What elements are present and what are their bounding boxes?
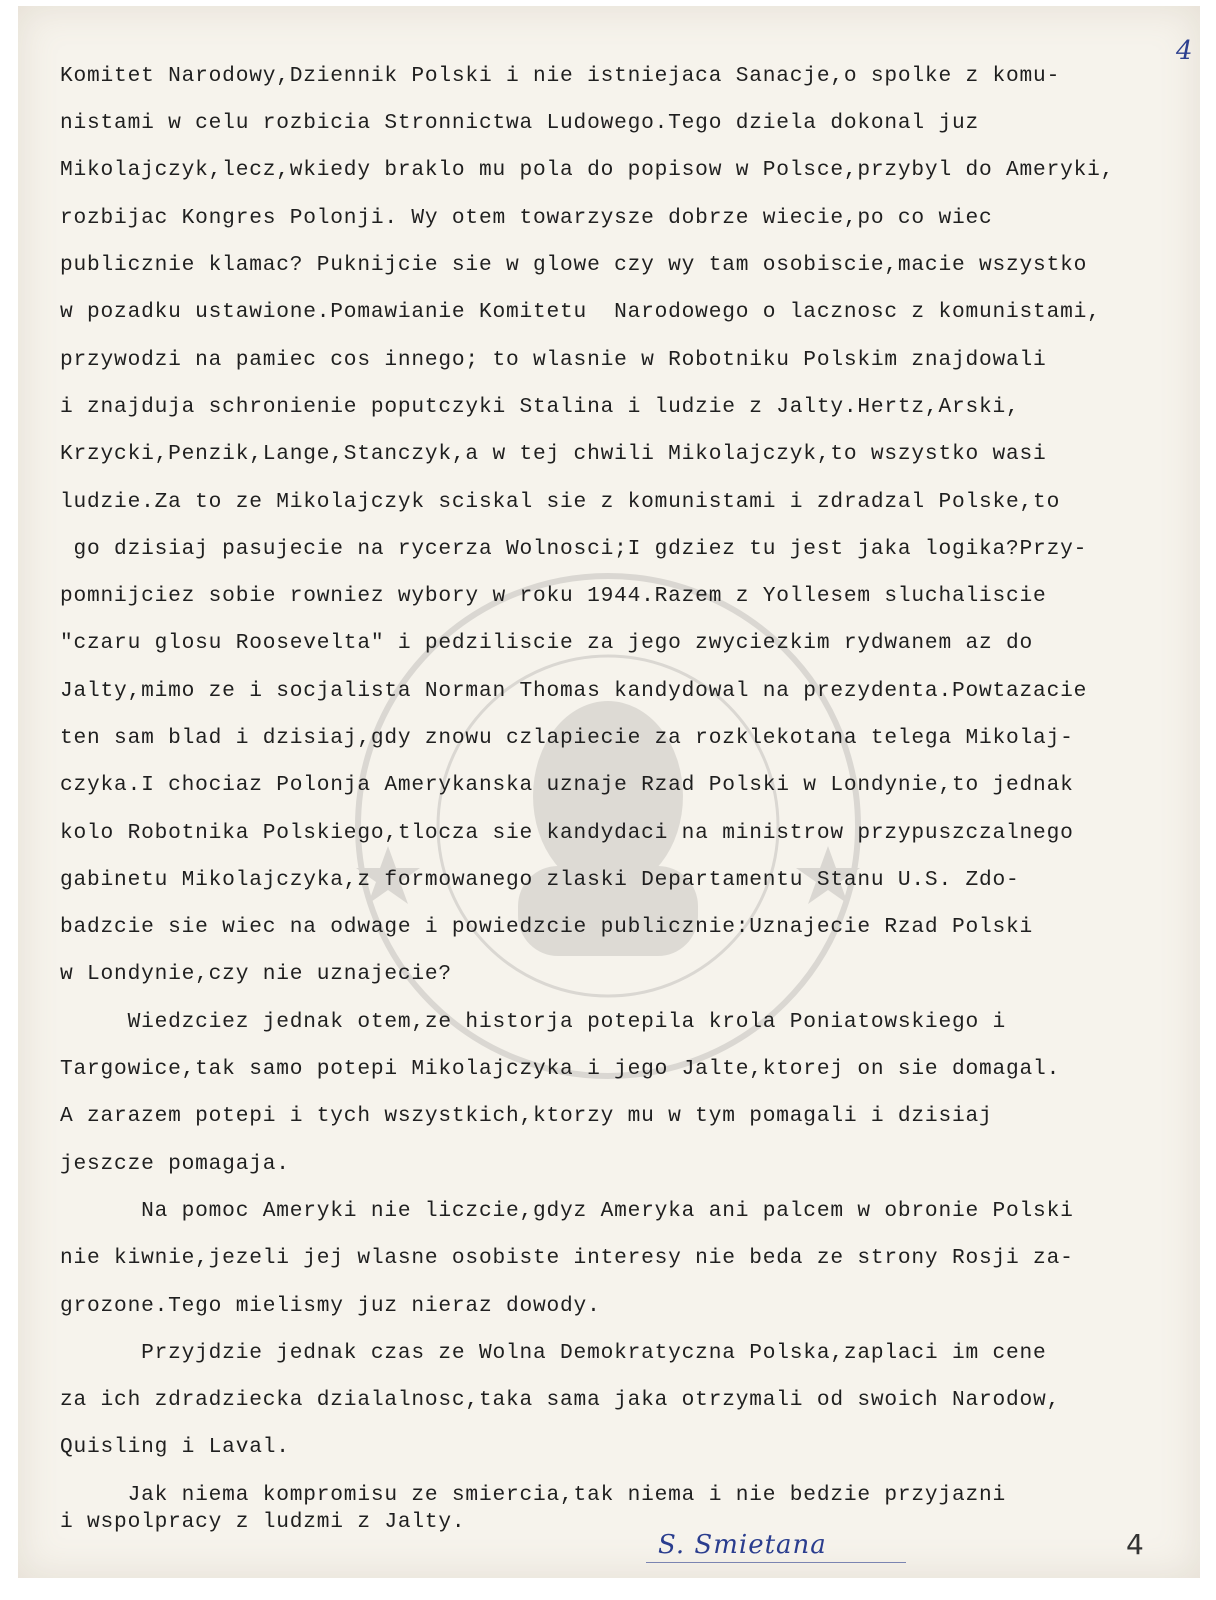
text-line: rozbijac Kongres Polonji. Wy otem towarzysze dobrze wiecie,po co wiec: [60, 206, 993, 230]
text-line: "czaru glosu Roosevelta" i pedziliscie za jego zwyciezkim rydwanem az do: [60, 631, 1034, 655]
text-line: publicznie klamac? Puknijcie sie w glowe czy wy tam osobiscie,macie wszystko: [60, 253, 1088, 277]
document-page: [18, 6, 1200, 1578]
handwritten-signature: S. Smietana: [658, 1530, 827, 1560]
text-line: Na pomoc Ameryki nie liczcie,gdyz Ameryka ani palcem w obronie Polski: [60, 1199, 1074, 1223]
text-line: za ich zdradziecka dzialalnosc,taka sama jaka otrzymali od swoich Narodow,: [60, 1388, 1061, 1412]
page-number-top: 4: [1176, 36, 1193, 66]
text-line: Jak niema kompromisu ze smiercia,tak niema i nie bedzie przyjazni: [60, 1483, 1007, 1507]
text-line: pomnijciez sobie rowniez wybory w roku 1944.Razem z Yollesem sluchaliscie: [60, 584, 1047, 608]
text-line: gabinetu Mikolajczyka,z formowanego zlaski Departamentu Stanu U.S. Zdo-: [60, 868, 1020, 892]
text-line: jeszcze pomagaja.: [60, 1152, 290, 1176]
text-line: i wspolpracy z ludzmi z Jalty.: [60, 1510, 466, 1534]
text-line: nie kiwnie,jezeli jej wlasne osobiste interesy nie beda ze strony Rosji za-: [60, 1246, 1074, 1270]
text-line: A zarazem potepi i tych wszystkich,ktorzy mu w tym pomagali i dzisiaj: [60, 1104, 993, 1128]
text-line: Jalty,mimo ze i socjalista Norman Thomas kandydowal na prezydenta.Powtazacie: [60, 679, 1088, 703]
text-line: w pozadku ustawione.Pomawianie Komitetu Narodowego o lacznosc z komunistami,: [60, 300, 1101, 324]
text-line: badzcie sie wiec na odwage i powiedzcie publicznie:Uznajecie Rzad Polski: [60, 915, 1034, 939]
text-line: ten sam blad i dzisiaj,gdy znowu czlapiecie za rozklekotana telega Mikolaj-: [60, 726, 1074, 750]
text-line: i znajduja schronienie poputczyki Stalina i ludzie z Jalty.Hertz,Arski,: [60, 395, 1020, 419]
text-line: nistami w celu rozbicia Stronnictwa Ludowego.Tego dziela dokonal juz: [60, 111, 979, 135]
text-line: Komitet Narodowy,Dziennik Polski i nie istniejaca Sanacje,o spolke z komu-: [60, 64, 1061, 88]
page-number-bottom: 4: [1126, 1528, 1144, 1561]
text-line: Mikolajczyk,lecz,wkiedy braklo mu pola do popisow w Polsce,przybyl do Ameryki,: [60, 158, 1115, 182]
text-line: Wiedzciez jednak otem,ze historja potepila krola Poniatowskiego i: [60, 1010, 1007, 1034]
text-line: w Londynie,czy nie uznajecie?: [60, 962, 452, 986]
text-line: czyka.I chociaz Polonja Amerykanska uznaje Rzad Polski w Londynie,to jednak: [60, 773, 1074, 797]
text-line: grozone.Tego mielismy juz nieraz dowody.: [60, 1294, 601, 1318]
text-line: Przyjdzie jednak czas ze Wolna Demokratyczna Polska,zaplaci im cene: [60, 1341, 1047, 1365]
text-line: przywodzi na pamiec cos innego; to wlasnie w Robotniku Polskim znajdowali: [60, 348, 1047, 372]
text-line: Targowice,tak samo potepi Mikolajczyka i jego Jalte,ktorej on sie domagal.: [60, 1057, 1061, 1081]
text-line: ludzie.Za to ze Mikolajczyk sciskal sie z komunistami i zdradzal Polske,to: [60, 490, 1061, 514]
text-line: Krzycki,Penzik,Lange,Stanczyk,a w tej chwili Mikolajczyk,to wszystko wasi: [60, 442, 1047, 466]
text-line: kolo Robotnika Polskiego,tlocza sie kandydaci na ministrow przypuszczalnego: [60, 821, 1074, 845]
signature-underline: [646, 1562, 906, 1563]
text-line: Quisling i Laval.: [60, 1435, 290, 1459]
text-line: go dzisiaj pasujecie na rycerza Wolnosci;I gdziez tu jest jaka logika?Przy-: [60, 537, 1088, 561]
